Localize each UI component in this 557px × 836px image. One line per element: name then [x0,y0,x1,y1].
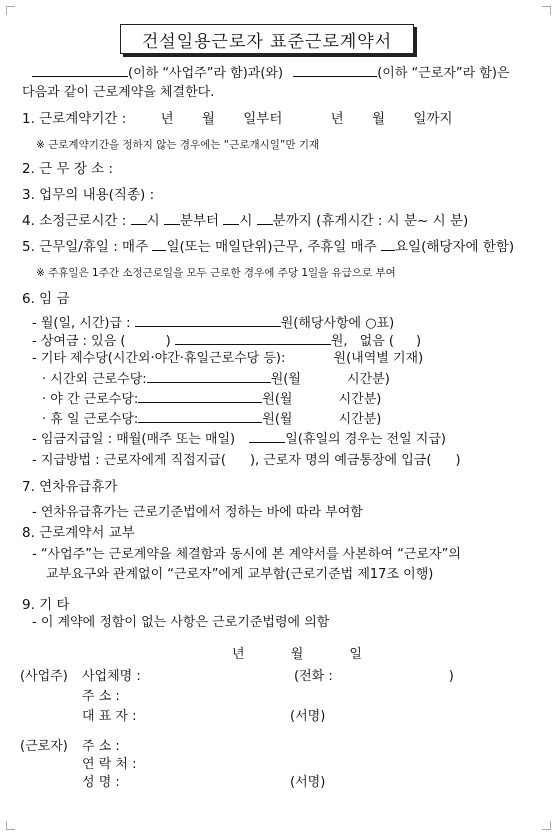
night-won-month: 원(월 [262,392,293,407]
s5-weekday: 요일(해당자에 한함) [395,239,515,255]
bonus-none: 없음 ( [359,334,394,349]
bonus-row [32,332,421,351]
s1-year2: 년 [330,111,344,127]
overtime-blank[interactable] [147,370,271,383]
s4-m1: 분부터 [179,213,220,229]
employer-tag: (사업주) [20,669,68,684]
employer-company-name: 사업체명 : [82,669,141,684]
section-3-job: 3. 업무의 내용(직종) : [22,187,155,203]
overtime-row [42,370,390,389]
phone-close: ) [448,669,454,684]
s1-from: 일부터 [243,111,283,127]
employer-address: 주 소 : [82,689,120,704]
holiday-row [42,410,381,429]
phone-label: (전화 : [294,669,333,684]
s1-month: 월 [201,111,215,127]
bonus-label: - 상여금 : 있음 ( [32,334,126,349]
worker-signature[interactable]: (서명) [290,775,326,790]
date-day: 일 [349,647,362,662]
worker-name-blank[interactable] [293,64,377,77]
weekday-blank[interactable] [381,238,395,251]
page-corner-mark [6,6,15,15]
wage-row [32,314,394,333]
payday-label: - 임금지급일 : 매월(매주 또는 매일) [32,432,236,447]
holiday-hours: 시간분) [338,412,382,427]
end-min-blank[interactable] [257,212,273,225]
worker-contact: 연 락 처 : [82,757,137,772]
s1-month2: 월 [372,111,386,127]
s4-h1: 시 [146,213,160,229]
s4-break: (휴게시간 : 시 분~ 시 분) [316,213,469,229]
payday-unit: 일(휴일의 경우는 전일 지급) [285,432,446,447]
document-title: 건설일용근로자 표준근로계약서 [120,24,414,54]
page-corner-mark [542,821,551,830]
overtime-hours: 시간분) [347,372,390,387]
section-2-workplace: 2. 근 무 장 소 : [22,161,114,177]
wage-unit: 원(해당사항에 ○표) [280,316,395,331]
wage-label: - 월(일, 시간)급 : [32,316,131,331]
date-month: 월 [290,647,304,662]
night-row [42,390,381,409]
s1-year: 년 [160,111,174,127]
night-blank[interactable] [138,390,262,403]
overtime-label: · 시간외 근로수당: [42,372,147,387]
start-min-blank[interactable] [164,212,180,225]
section-6-wage-title: 6. 임 금 [22,291,70,307]
intro-line-1 [32,64,510,83]
section-7-leave: 7. 연차유급휴가 [22,479,118,495]
holiday-won-month: 원(월 [262,412,293,427]
section-8-text-2: 교부요구와 관계없이 “근로자”에게 교부함(근로기준법 제17조 이행) [46,567,434,582]
section-5-note: ※ 주휴일은 1주간 소정근로일을 모두 근로한 경우에 주당 1일을 유급으로 부여 [36,267,396,279]
worker-alias-text: (이하 “근로자”라 함)은 [377,66,510,81]
section-8-text-1: - “사업주”는 근로계약을 체결함과 동시에 본 계약서를 사본하여 “근로자”의 [32,547,461,562]
s5-days: 일(또는 매일단위)근무, 주휴일 매주 [166,239,377,255]
section-9-other: 9. 기 타 [22,597,70,613]
start-hour-blank[interactable] [131,212,147,225]
employer-name-blank[interactable] [32,64,128,77]
section-8-contract-copy: 8. 근로계약서 교부 [22,525,135,541]
holiday-label: · 휴 일 근로수당: [42,412,139,427]
night-label: · 야 간 근로수당: [42,392,139,407]
bonus-amount-blank[interactable] [175,332,331,345]
method-label: - 지급방법 : 근로자에게 직접지급( [32,453,226,468]
allowance-label: - 기타 제수당(시간외·야간·휴일근로수당 등): [32,351,286,366]
employer-signature[interactable]: (서명) [290,709,326,724]
method-close: ) [455,453,461,468]
s1-to: 일까지 [413,111,453,127]
section-5-workdays [22,238,514,256]
allowance-row [32,350,423,368]
employer-phone [294,668,454,686]
worker-tag: (근로자) [20,739,68,754]
worker-address: 주 소 : [82,739,120,754]
page-corner-mark [6,821,15,830]
payment-method-row [32,452,461,470]
date-year: 년 [232,647,245,662]
bonus-unit: 원, [330,334,348,349]
overtime-won-month: 원(월 [270,372,301,387]
s4-m2: 분까지 [272,213,312,229]
section-7-text: - 연차유급휴가는 근로기준법에서 정하는 바에 따라 부여함 [32,505,363,520]
section-4-hours [22,212,468,230]
s4-h2: 시 [239,213,253,229]
bonus-close: ) [165,334,171,349]
s4-label: 4. 소정근로시간 : [22,213,127,229]
s1-label: 1. 근로계약기간 : [22,111,127,127]
section-1-note: ※ 근로계약기간을 정하지 않는 경우에는 “근로개시일”만 기재 [36,139,320,151]
method-mid: ), 근로자 명의 예금통장에 입금( [249,453,432,468]
payday-row [32,430,446,449]
night-hours: 시간분) [338,392,382,407]
section-9-text: - 이 계약에 정함이 없는 사항은 근로기준법령에 의함 [32,615,330,630]
employer-alias-text: (이하 “사업주”라 함)과(와) [128,66,284,81]
end-hour-blank[interactable] [223,212,239,225]
page-corner-mark [542,6,551,15]
intro-line-2: 다음과 같이 근로계약을 체결한다. [22,85,215,100]
holiday-blank[interactable] [138,410,262,423]
contract-date [232,646,362,664]
section-1-period [22,110,452,128]
wage-amount-blank[interactable] [135,314,281,327]
worker-name: 성 명 : [82,775,120,790]
employer-representative: 대 표 자 : [82,709,137,724]
s5-label: 5. 근무일/휴일 : 매주 [22,239,149,255]
workdays-blank[interactable] [152,238,166,251]
bonus-none-close: ) [416,334,422,349]
payday-blank[interactable] [249,430,285,443]
allowance-unit: 원(내역별 기재) [333,351,424,366]
